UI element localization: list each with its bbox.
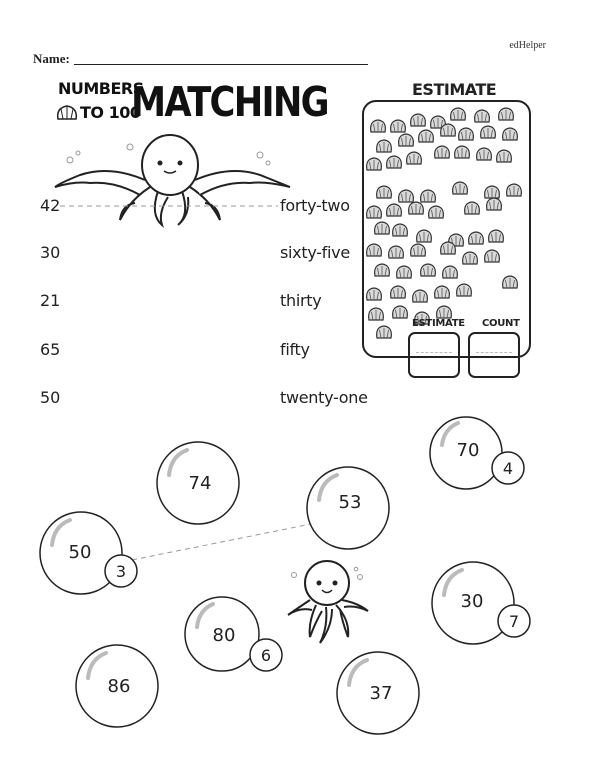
- estimate-label: ESTIMATE: [412, 318, 465, 329]
- shell-icon: [497, 150, 512, 162]
- count-answer-box[interactable]: [468, 332, 520, 378]
- shell-icon: [435, 286, 450, 298]
- shell-icon: [399, 134, 414, 146]
- shell-icon: [485, 250, 500, 262]
- number-65[interactable]: 65: [40, 340, 61, 359]
- shell-icon: [411, 244, 426, 256]
- shell-icon: [411, 114, 426, 126]
- number-21[interactable]: 21: [40, 291, 61, 310]
- bubble-50[interactable]: 50: [68, 542, 92, 563]
- shell-icon: [421, 264, 436, 276]
- bubble-86[interactable]: 86: [107, 676, 131, 697]
- shell-icon: [389, 246, 404, 258]
- shell-icon: [451, 108, 466, 120]
- shell-icon: [377, 326, 392, 338]
- word-sixty-five[interactable]: sixty-five: [280, 243, 350, 262]
- shell-icon: [387, 156, 402, 168]
- shell-icon: [477, 148, 492, 160]
- shell-icon: [469, 232, 484, 244]
- shell-icon: [387, 204, 402, 216]
- small-bubble-7[interactable]: 7: [508, 612, 520, 631]
- brand-label: edHelper: [509, 40, 546, 51]
- shell-icon: [507, 184, 522, 196]
- bubble-30[interactable]: 30: [460, 591, 484, 612]
- shell-icon: [369, 308, 384, 320]
- shell-icon: [455, 146, 470, 158]
- shell-icon: [481, 126, 496, 138]
- name-field[interactable]: [74, 64, 368, 65]
- bubble-80[interactable]: 80: [212, 625, 236, 646]
- small-bubble-6[interactable]: 6: [260, 646, 272, 665]
- shell-icon: [377, 140, 392, 152]
- shell-icon: [375, 264, 390, 276]
- shell-icon: [485, 186, 500, 198]
- shell-icon: [503, 128, 518, 140]
- shell-icon: [375, 222, 390, 234]
- shell-icon: [393, 306, 408, 318]
- estimate-title: ESTIMATE: [404, 80, 504, 99]
- shell-icon: [443, 266, 458, 278]
- number-42[interactable]: 42: [40, 196, 61, 215]
- shell-icon: [367, 158, 382, 170]
- shell-icon: [437, 306, 452, 318]
- shell-icon: [409, 202, 424, 214]
- shell-icon: [407, 152, 422, 164]
- word-forty-two[interactable]: forty-two: [280, 196, 350, 215]
- shell-icon: [489, 230, 504, 242]
- title-numbers: NUMBERS: [58, 79, 144, 98]
- shell-icon: [397, 266, 412, 278]
- shell-icon: [429, 206, 444, 218]
- example-match-line: [60, 200, 280, 212]
- small-bubble-3[interactable]: 3: [115, 562, 127, 581]
- shell-icon: [441, 242, 456, 254]
- shell-icon: [371, 120, 386, 132]
- word-fifty[interactable]: fifty: [280, 340, 310, 359]
- shell-icon: [499, 108, 514, 120]
- shell-icon: [503, 276, 518, 288]
- octopus-icon: [50, 125, 300, 230]
- shell-collection: [364, 104, 525, 344]
- shell-icon: [441, 124, 456, 136]
- word-thirty[interactable]: thirty: [280, 291, 322, 310]
- shell-icon: [393, 224, 408, 236]
- shell-icon: [417, 230, 432, 242]
- shell-icon: [377, 186, 392, 198]
- title-matching: MATCHING: [131, 78, 328, 126]
- shell-icon: [457, 284, 472, 296]
- name-label: Name:: [33, 51, 70, 66]
- shell-icon: [421, 190, 436, 202]
- shell-icon: [487, 198, 502, 210]
- shell-icon: [419, 130, 434, 142]
- shell-icon: [453, 182, 468, 194]
- shell-icon: [465, 202, 480, 214]
- shell-icon: [367, 244, 382, 256]
- shell-icon: [56, 104, 78, 122]
- bubble-70[interactable]: 70: [456, 440, 480, 461]
- bubble-53[interactable]: 53: [338, 492, 362, 513]
- shell-icon: [413, 290, 428, 302]
- shell-icon: [459, 128, 474, 140]
- shell-icon: [391, 120, 406, 132]
- estimate-answer-box[interactable]: [408, 332, 460, 378]
- number-30[interactable]: 30: [40, 243, 61, 262]
- shell-icon: [435, 146, 450, 158]
- octopus-icon: [280, 555, 375, 650]
- shell-icon: [463, 252, 478, 264]
- count-label: COUNT: [482, 318, 520, 329]
- shell-icon: [367, 288, 382, 300]
- bubble-37[interactable]: 37: [369, 683, 393, 704]
- shell-icon: [391, 286, 406, 298]
- shell-icon: [475, 110, 490, 122]
- shell-icon: [399, 190, 414, 202]
- bubble-74[interactable]: 74: [188, 473, 212, 494]
- number-50[interactable]: 50: [40, 388, 61, 407]
- shell-icon: [367, 206, 382, 218]
- word-twenty-one[interactable]: twenty-one: [280, 388, 368, 407]
- title-to-100: TO 100: [80, 103, 141, 122]
- small-bubble-4[interactable]: 4: [502, 459, 514, 478]
